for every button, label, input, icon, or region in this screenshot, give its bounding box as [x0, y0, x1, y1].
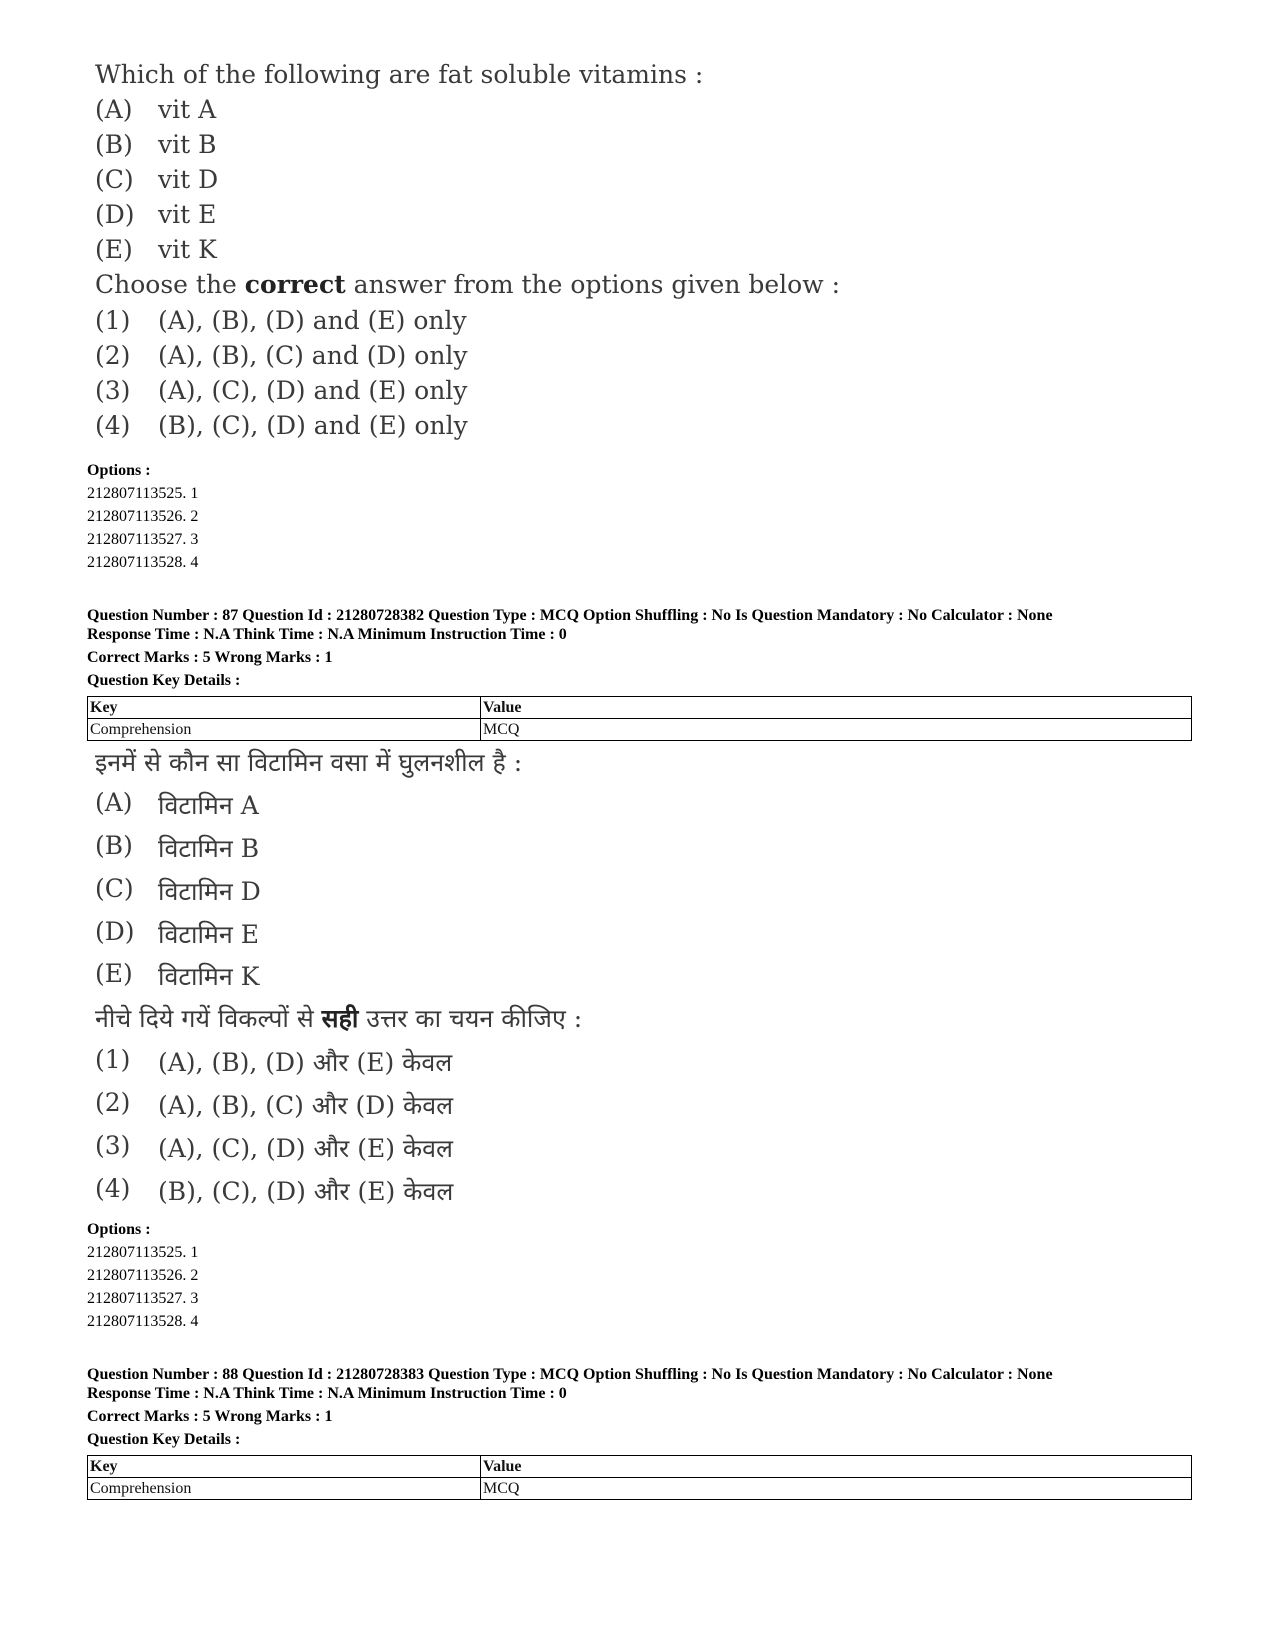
question-87-timing: Response Time : N.A Think Time : N.A Minimum Instruction Time : 0 [87, 626, 567, 643]
table-header-value: Value [481, 697, 1192, 719]
question-stem: Which of the following are fat soluble vitamins : [95, 60, 704, 89]
option-id: 212807113526. 2 [87, 508, 199, 525]
option-id: 212807113525. 1 [87, 1244, 199, 1261]
table-header-key: Key [88, 1456, 481, 1478]
option-id: 212807113527. 3 [87, 1290, 199, 1307]
option-id: 212807113528. 4 [87, 1313, 199, 1330]
option-id: 212807113525. 1 [87, 485, 199, 502]
table-cell-value: MCQ [481, 1478, 1192, 1500]
question-88-header: Question Number : 88 Question Id : 21280728383 Question Type : MCQ Option Shuffling : No Is Question Mandatory : No Calculator : None [87, 1366, 1053, 1383]
question-87-header: Question Number : 87 Question Id : 21280728382 Question Type : MCQ Option Shuffling : No Is Question Mandatory : No Calculator : None [87, 607, 1053, 624]
option-id: 212807113526. 2 [87, 1267, 199, 1284]
table-header-key: Key [88, 697, 481, 719]
table-header-row [88, 1456, 1192, 1478]
table-header-value: Value [481, 1456, 1192, 1478]
option-id: 212807113527. 3 [87, 531, 199, 548]
document-page: Which of the following are fat soluble vitamins : (A) vit A (B) vit B (C) vit D (D) vit E (E) vit K Choose the correct answer from the options given below : (1) (A), (B), (D) and (E) only (2) (A), (B), (C) and (D) only (3) (A), (C), (D) and (E) only (4) (B), (C), (D) and (E) only Options : 212807113525. 1 212807113526. 2 212807113527. 3 212807113528. 4 Question Number : 87 Question Id : 21280728382 Question Type : MCQ Option Shuffling : No Is Question Mandatory : No Calculator : None Response Time : N.A Think Time : N.A Minimum Instruction Time : 0 Correct Marks : 5 Wrong Marks : 1 Question Key Details : Key Value Comprehension MCQ इनमें से कौन सा विटामिन वसा में घुलनशील है : (A) विटामिन A (B) विटामिन B (C) विटामिन D (D) विटामिन E (E) विटामिन K नीचे दिये गयें विकल्पों से सही उत्तर का चयन कीजिए : (1) (A), (B), (D) और (E) केवल (2) (A), (B), (C) और (D) केवल (3) (A), (C), (D) और (E) केवल (4) (B), (C), (D) और (E) केवल Options : 212807113525. 1 212807113526. 2 212807113527. 3 212807113528. 4 Question Number : 88 Question Id : 21280728383 Question Type : MCQ Option Shuffling : No Is Question Mandatory : No Calculator : None Response Time : N.A Think Time : N.A Minimum Instruction Time : 0 Correct Marks : 5 Wrong Marks : 1 Question Key Details : Key Value Comprehension MCQ [0, 0, 1275, 1651]
question-88-timing: Response Time : N.A Think Time : N.A Minimum Instruction Time : 0 [87, 1385, 567, 1402]
table-row [88, 1478, 1192, 1500]
table-header-row [88, 697, 1192, 719]
question-88-key-table [87, 1455, 1192, 1500]
instruction-line: Choose the correct answer from the options given below : [95, 270, 840, 299]
table-row [88, 719, 1192, 741]
options-label: Options : [87, 462, 151, 479]
question-88-marks: Correct Marks : 5 Wrong Marks : 1 [87, 1408, 333, 1425]
option-id: 212807113528. 4 [87, 554, 199, 571]
question-88-key-details-label: Question Key Details : [87, 1431, 241, 1448]
table-cell-value: MCQ [481, 719, 1192, 741]
instruction-line: नीचे दिये गयें विकल्पों से सही उत्तर का चयन कीजिए : [95, 1004, 583, 1033]
question-stem: इनमें से कौन सा विटामिन वसा में घुलनशील है : [95, 748, 523, 777]
question-87-key-table [87, 696, 1192, 741]
options-label: Options : [87, 1221, 151, 1238]
question-87-marks: Correct Marks : 5 Wrong Marks : 1 [87, 649, 333, 666]
table-cell-key: Comprehension [88, 719, 481, 741]
table-cell-key: Comprehension [88, 1478, 481, 1500]
question-87-key-details-label: Question Key Details : [87, 672, 241, 689]
